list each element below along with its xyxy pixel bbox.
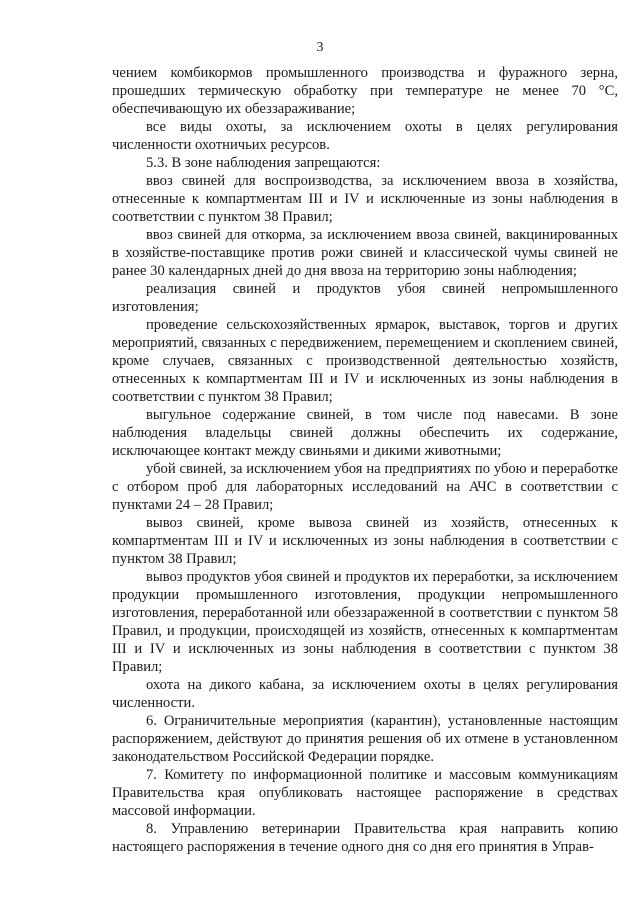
paragraph: реализация свиней и продуктов убоя свиней непромышленного изготовления; xyxy=(112,281,618,315)
paragraph: ввоз свиней для откорма, за исключением ввоза свиней, вакцинированных в хозяйстве-поставщике против рожи свиней и классической чумы свиней не ранее 30 календарных дней до дня ввоза на территорию зоны наблюдения; xyxy=(112,227,618,279)
paragraph: охота на дикого кабана, за исключением охоты в целях регулирования численности. xyxy=(112,677,618,711)
paragraph: ввоз свиней для воспроизводства, за исключением ввоза в хозяйства, отнесенные к компартментам III и IV и исключенные из зоны наблюдения в соответствии с пунктом 38 Правил; xyxy=(112,173,618,225)
paragraph: вывоз продуктов убоя свиней и продуктов их переработки, за исключением продукции промышленного изготовления, продукции непромышленного изготовления, переработанной или обеззараженной в соответствии с пунктом 58 Правил, и продукции, происходящей из хозяйств, отнесенных к компартментам III и IV и исключенных из зоны наблюдения в соответствии с пунктом 38 Правил; xyxy=(112,569,618,675)
paragraph: чением комбикормов промышленного производства и фуражного зерна, прошедших термическую обработку при температуре не менее 70 °С, обеспечивающую их обеззараживание; xyxy=(112,65,618,117)
paragraph: выгульное содержание свиней, в том числе под навесами. В зоне наблюдения владельцы свиней должны обеспечить их содержание, исключающее контакт между свиньями и дикими животными; xyxy=(112,407,618,459)
page-number: 3 xyxy=(316,40,324,55)
paragraph: 8. Управлению ветеринарии Правительства края направить копию настоящего распоряжения в течение одного дня со дня его принятия в Управ- xyxy=(112,821,618,855)
paragraph: убой свиней, за исключением убоя на предприятиях по убою и переработке с отбором проб для лабораторных исследований на АЧС в соответствии с пунктами 24 – 28 Правил; xyxy=(112,461,618,513)
section-heading: 5.3. В зоне наблюдения запрещаются: xyxy=(146,155,381,171)
paragraph: 7. Комитету по информационной политике и массовым коммуникациям Правительства края опубликовать настоящее распоряжение в средствах массовой информации. xyxy=(112,767,618,819)
paragraph: все виды охоты, за исключением охоты в целях регулирования численности охотничьих ресурсов. xyxy=(112,119,618,153)
paragraph: 6. Ограничительные мероприятия (карантин), установленные настоящим распоряжением, действуют до принятия решения об их отмене в установленном законодательством Российской Федерации порядке. xyxy=(112,713,618,765)
paragraph: вывоз свиней, кроме вывоза свиней из хозяйств, отнесенных к компартментам III и IV и исключенных из зоны наблюдения в соответствии с пунктом 38 Правил; xyxy=(112,515,618,567)
paragraph: проведение сельскохозяйственных ярмарок, выставок, торгов и других мероприятий, связанных с передвижением, перемещением и скоплением свиней, кроме случаев, связанных с производственной деятельностью хозяйств, отнесенных к компартментам III и IV и исключенных из зоны наблюдения в соответствии с пунктом 38 Правил; xyxy=(112,317,618,405)
document-body xyxy=(112,64,618,856)
